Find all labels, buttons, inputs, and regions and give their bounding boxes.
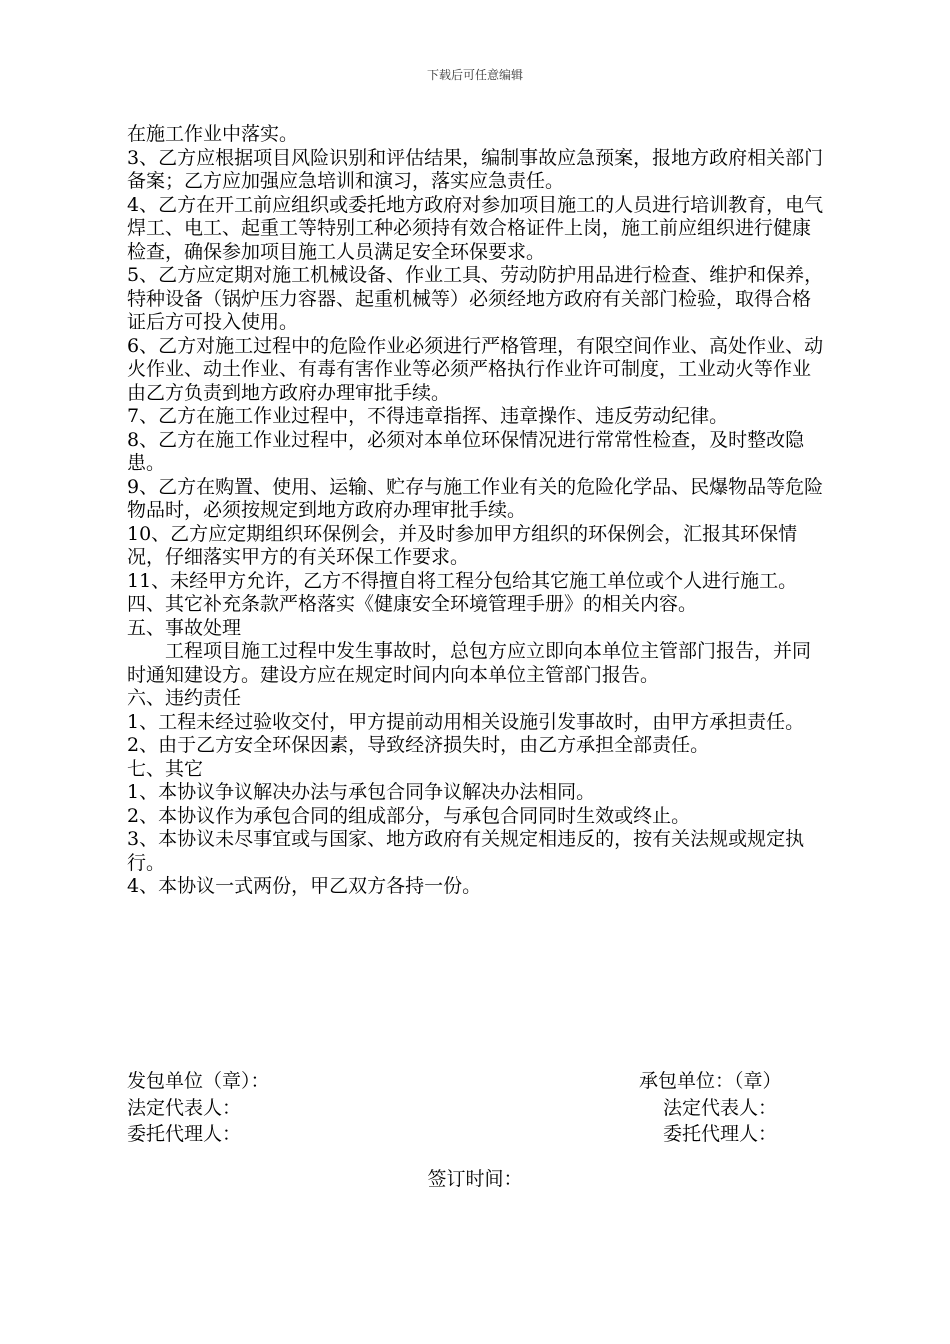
contractor-agent-label: 委托代理人： [663,1123,778,1145]
paragraph: 3、乙方应根据项目风险识别和评估结果，编制事故应急预案，报地方政府相关部门备案；乙方应加强应急培训和演习，落实应急责任。 [127,146,824,192]
issuer-agent-label: 委托代理人： [127,1123,242,1145]
document-body [127,123,827,899]
paragraph: 4、乙方在开工前应组织或委托地方政府对参加项目施工的人员进行培训教育，电气焊工、电工、起重工等特别工种必须持有效合格证件上岗，施工前应组织进行健康检查，确保参加项目施工人员满足安全环保要求。 [127,193,824,263]
paragraph: 9、乙方在购置、使用、运输、贮存与施工作业有关的危险化学品、民爆物品等危险物品时，必须按规定到地方政府办理审批手续。 [127,475,824,521]
contractor-label: 承包单位：（章） [639,1070,782,1092]
page-header: 下载后可任意编辑 [426,68,523,82]
paragraph: 11、未经甲方允许，乙方不得擅自将工程分包给其它施工单位或个人进行施工。 [127,569,798,592]
paragraph: 2、由于乙方安全环保因素，导致经济损失时，由乙方承担全部责任。 [127,734,710,756]
paragraph: 在施工作业中落实。 [127,123,299,145]
paragraph: 1、本协议争议解决办法与承包合同争议解决办法相同。 [127,781,596,803]
signing-date-label: 签订时间： [427,1168,523,1190]
paragraph: 7、乙方在施工作业过程中，不得违章指挥、违章操作、违反劳动纪律。 [127,405,729,427]
section-heading: 七、其它 [127,757,204,780]
paragraph: 10、乙方应定期组织环保例会，并及时参加甲方组织的环保例会，汇报其环保情况，仔细落实甲方的有关环保工作要求。 [127,522,798,568]
paragraph: 3、本协议未尽事宜或与国家、地方政府有关规定相违反的，按有关法规或规定执行。 [127,828,805,874]
paragraph: 6、乙方对施工过程中的危险作业必须进行严格管理，有限空间作业、高处作业、动火作业、动土作业、有毒有害作业等必须严格执行作业许可制度，工业动火等作业由乙方负责到地方政府办理审批手续。 [127,334,824,404]
issuer-legal-rep-label: 法定代表人： [127,1097,242,1119]
paragraph: 5、乙方应定期对施工机械设备、作业工具、劳动防护用品进行检查、维护和保养，特种设备（锅炉压力容器、起重机械等）必须经地方政府有关部门检验，取得合格证后方可投入使用。 [127,264,824,333]
section-heading: 四、其它补充条款严格落实《健康安全环境管理手册》的相关内容。 [127,593,698,615]
contractor-legal-rep-label: 法定代表人： [663,1097,778,1119]
section-heading: 五、事故处理 [127,616,242,639]
paragraph: 8、乙方在施工作业过程中，必须对本单位环保情况进行常常性检查，及时整改隐患。 [127,428,805,474]
section-heading: 六、违约责任 [127,687,242,709]
paragraph: 2、本协议作为承包合同的组成部分，与承包合同同时生效或终止。 [127,804,691,827]
paragraph: 工程项目施工过程中发生事故时，总包方应立即向本单位主管部门报告，并同时通知建设方。建设方应在规定时间内向本单位主管部门报告。 [127,640,812,686]
paragraph: 4、本协议一式两份，甲乙双方各持一份。 [127,875,482,897]
issuer-label: 发包单位（章）： [127,1070,270,1092]
paragraph: 1、工程未经过验收交付，甲方提前动用相关设施引发事故时，由甲方承担责任。 [127,710,805,733]
